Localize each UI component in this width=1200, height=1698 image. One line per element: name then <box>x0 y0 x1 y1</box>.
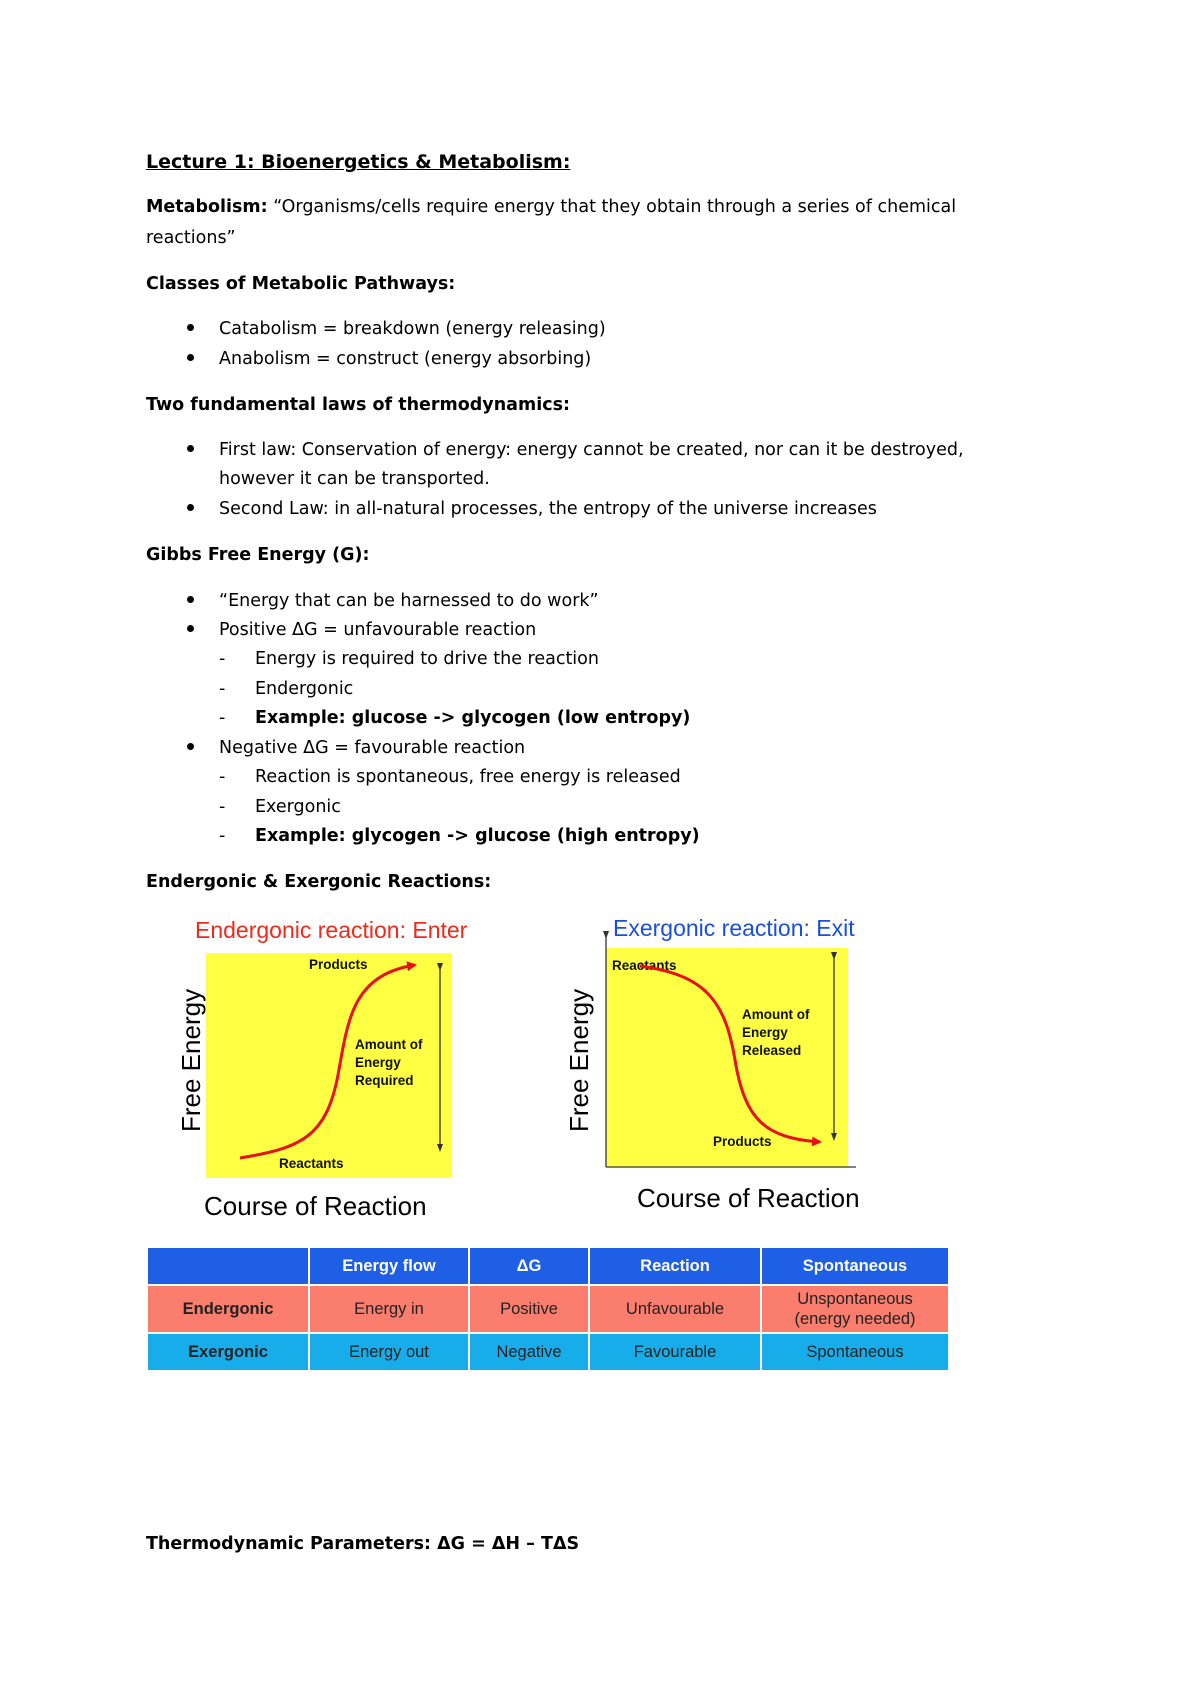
table-cell-line: Unspontaneous <box>797 1290 913 1308</box>
exergonic-amount-line3: Released <box>742 1043 802 1058</box>
endergonic-title: Endergonic reaction: Enter <box>195 917 468 943</box>
table-cell: Energy out <box>309 1333 469 1371</box>
classes-item-catabolism: Catabolism = breakdown (energy releasing) <box>219 319 606 339</box>
dash-marker: - <box>219 767 226 787</box>
endergonic-reactants-label: Reactants <box>279 1156 344 1171</box>
dash-marker: - <box>219 649 226 669</box>
gibbs-quote: “Energy that can be harnessed to do work” <box>219 591 599 611</box>
exergonic-x-axis-label: Course of Reaction <box>637 1183 860 1213</box>
negative-sub-1: Reaction is spontaneous, free energy is released <box>255 767 681 787</box>
gibbs-positive: Positive ΔG = unfavourable reaction <box>219 620 537 640</box>
exergonic-y-axis-label: Free Energy <box>564 988 594 1132</box>
classes-item-anabolism: Anabolism = construct (energy absorbing) <box>219 349 592 369</box>
dash-marker: - <box>219 797 226 817</box>
exergonic-energy-curve <box>640 966 820 1142</box>
table-cell: Spontaneous <box>761 1333 949 1371</box>
table-cell: Positive <box>469 1285 589 1333</box>
table-header-cell <box>147 1247 309 1285</box>
metabolism-label: Metabolism: <box>146 197 268 217</box>
endergonic-amount-line2: Energy <box>355 1055 401 1070</box>
table-header-row <box>147 1247 949 1285</box>
table-row <box>147 1333 949 1371</box>
endergonic-products-label: Products <box>309 957 368 972</box>
endergonic-x-axis-label: Course of Reaction <box>204 1191 427 1221</box>
table-cell <box>761 1285 949 1333</box>
exergonic-amount-line1: Amount of <box>742 1007 810 1022</box>
lecture-title: Lecture 1: Bioenergetics & Metabolism: <box>146 151 571 173</box>
first-law-line1: First law: Conservation of energy: energy cannot be created, nor can it be destroyed, <box>219 440 964 460</box>
thermo-parameters: Thermodynamic Parameters: ΔG = ΔH – TΔS <box>146 1534 580 1554</box>
negative-example: Example: glycogen -> glucose (high entropy) <box>255 826 700 846</box>
endergonic-energy-curve <box>240 965 415 1158</box>
table-cell: Energy in <box>309 1285 469 1333</box>
table-header-cell: Spontaneous <box>761 1247 949 1285</box>
table-cell: Negative <box>469 1333 589 1371</box>
table-header-cell: ΔG <box>469 1247 589 1285</box>
dash-marker: - <box>219 708 226 728</box>
table-cell: Unfavourable <box>589 1285 761 1333</box>
positive-example: Example: glucose -> glycogen (low entropy) <box>255 708 691 728</box>
table-header-cell: Reaction <box>589 1247 761 1285</box>
table-cell-line: (energy needed) <box>794 1310 916 1328</box>
negative-sub-2: Exergonic <box>255 797 341 817</box>
dash-marker: - <box>219 679 226 699</box>
table-cell: Exergonic <box>147 1333 309 1371</box>
first-law-line2: however it can be transported. <box>219 469 490 489</box>
table-header-cell: Energy flow <box>309 1247 469 1285</box>
classes-heading: Classes of Metabolic Pathways: <box>146 274 456 294</box>
endergonic-amount-line3: Required <box>355 1073 414 1088</box>
table-cell: Favourable <box>589 1333 761 1371</box>
positive-sub-2: Endergonic <box>255 679 354 699</box>
exergonic-title: Exergonic reaction: Exit <box>613 915 855 941</box>
metabolism-text-line2: reactions” <box>146 228 236 248</box>
table-row <box>147 1285 949 1333</box>
table-cell: Endergonic <box>147 1285 309 1333</box>
exergonic-reactants-label: Reactants <box>612 958 677 973</box>
second-law: Second Law: in all-natural processes, the entropy of the universe increases <box>219 499 877 519</box>
gibbs-negative: Negative ΔG = favourable reaction <box>219 738 526 758</box>
metabolism-text-line1: “Organisms/cells require energy that they obtain through a series of chemical <box>267 197 957 217</box>
endergonic-amount-line1: Amount of <box>355 1037 423 1052</box>
exergonic-amount-line2: Energy <box>742 1025 788 1040</box>
endergonic-y-axis-label: Free Energy <box>176 988 206 1132</box>
laws-heading: Two fundamental laws of thermodynamics: <box>146 395 571 415</box>
exergonic-products-label: Products <box>713 1134 772 1149</box>
reactions-heading: Endergonic & Exergonic Reactions: <box>146 872 492 892</box>
gibbs-heading: Gibbs Free Energy (G): <box>146 545 370 565</box>
reaction-comparison-table <box>146 1246 950 1372</box>
positive-sub-1: Energy is required to drive the reaction <box>255 649 599 669</box>
dash-marker: - <box>219 826 226 846</box>
